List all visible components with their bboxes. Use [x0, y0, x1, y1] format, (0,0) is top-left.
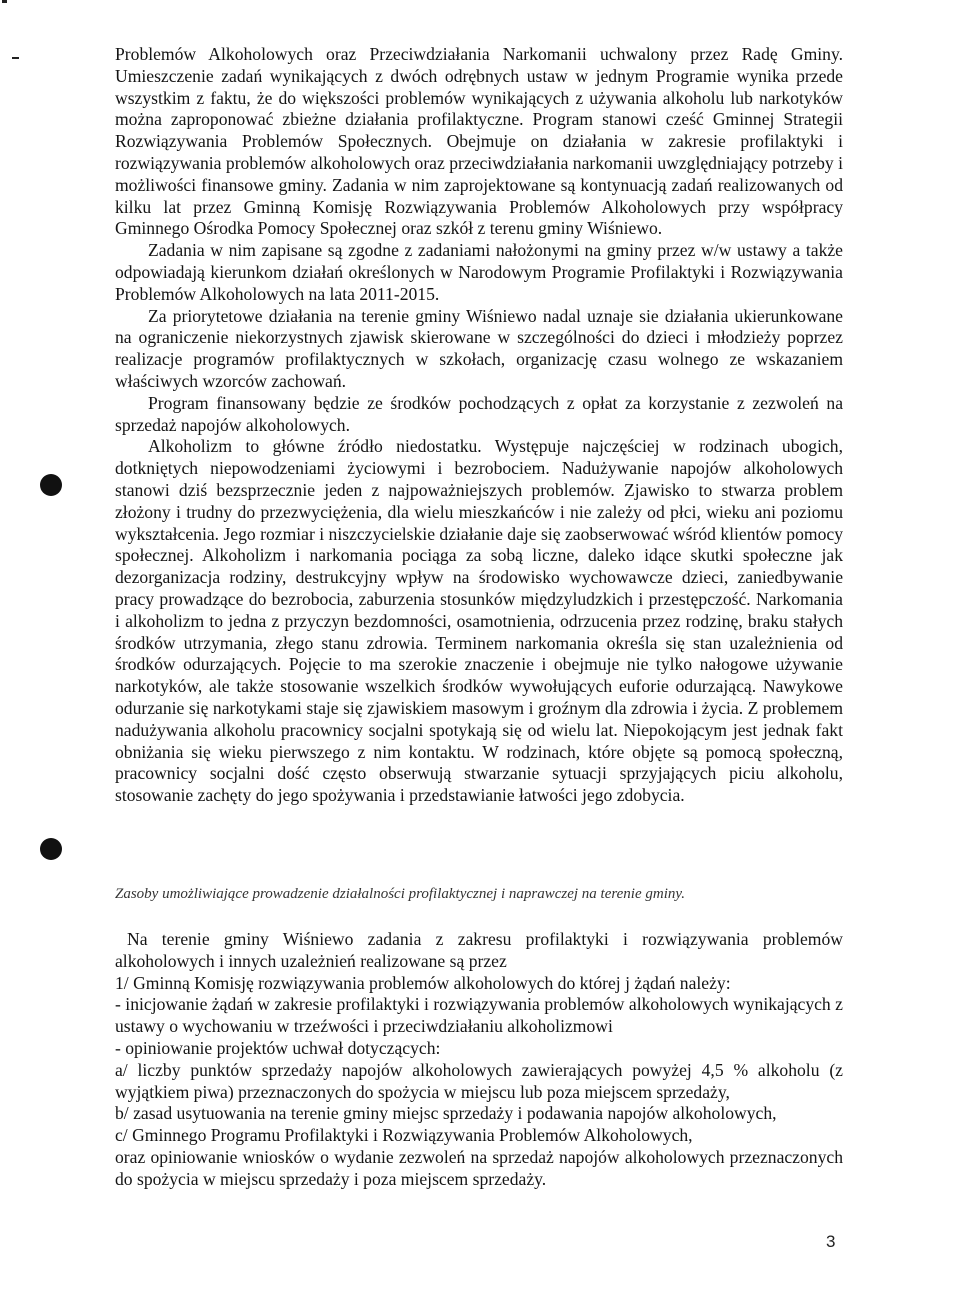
list-item-initiating: - inicjowanie żądań w zakresie profilaktyki i rozwiązywania problemów alkoholowych wynikających z ustawy o wychowaniu w trzeźwości i przeciwdziałaniu alkoholizmowi [115, 994, 843, 1037]
page-number: 3 [826, 1232, 836, 1251]
section-body [115, 929, 843, 1191]
scan-mark [2, 0, 7, 3]
list-item-commission: 1/ Gminną Komisję rozwiązywania problemów alkoholowych do której j żądań należy: [115, 972, 731, 993]
body-text [115, 44, 843, 807]
paragraph-program-intro: Problemów Alkoholowych oraz Przeciwdziałania Narkomanii uchwalony przez Radę Gminy. Umieszczenie zadań wynikających z dwóch odrębnych ustaw w jednym Programie wynika przede wszystkim z faktu, że do większości problemów wynikających z używania alkoholu lub narkotyków można zaproponować zbieżne działania profilaktyczne. Program stanowi cześć Gminnej Strategii Rozwiązywania Problemów Społecznych. Obejmuje on działania w zakresie profilaktyki i rozwiązywania problemów alkoholowych oraz przeciwdziałania narkomanii uwzględniający potrzeby i możliwości finansowe gminy. Zadania w nim zaprojektowane są kontynuacją zadań realizowanych od kilku lat przez Gminną Komisję Rozwiązywania Problemów Alkoholowych przy współpracy Gminnego Ośrodka Pomocy Społecznej oraz szkół z terenu gminy Wiśniewo. [115, 44, 843, 239]
paragraph-financing: Program finansowany będzie ze środków pochodzących z opłat za korzystanie z zezwoleń na sprzedaż napojów alkoholowych. [115, 392, 843, 435]
paragraph-priorities: Za priorytetowe działania na terenie gminy Wiśniewo nadal uznaje sie działania ukierunkowane na ograniczenie niekorzystnych zjawisk skierowane w szczególności do dzieci i młodzieży poprzez realizacje programów profilaktycznych w szkołach, organizację czasu wolnego ze wskazaniem właściwych wzorców zachowań. [115, 305, 843, 391]
paragraph-tasks-compliance: Zadania w nim zapisane są zgodne z zadaniami nałożonymi na gminy przez w/w ustawy a także odpowiadają kierunkom działań określonych w Narodowym Programie Profilaktyki i Rozwiązywania Problemów Alkoholowych na lata 2011-2015. [115, 240, 843, 304]
punch-hole-bottom [40, 838, 62, 860]
list-item-opinions: - opiniowanie projektów uchwał dotyczących: [115, 1037, 441, 1058]
list-item-a: a/ liczby punktów sprzedaży napojów alkoholowych zawierających powyżej 4,5 % alkoholu (z wyjątkiem piwa) przeznaczonych do spożycia w miejscu lub poza miejscem sprzedaży, [115, 1059, 843, 1102]
list-item-c: c/ Gminnego Programu Profilaktyki i Rozwiązywania Problemów Alkoholowych, [115, 1125, 693, 1146]
paragraph-alcoholism: Alkoholizm to główne źródło niedostatku. Występuje najczęściej w rodzinach ubogich, dotkniętych niepowodzeniami życiowymi i bezrobociem. Nadużywanie napojów alkoholowych stanowi dziś bezsprzecznie jeden z najpoważniejszych problemów. Zjawisko to stwarza problem złożony i trudny do przezwyciężenia, dla wielu mieszkańców i nie zależy od płci, wieku ani poziomu wykształcenia. Jego rozmiar i niszczycielskie działanie daje się zaobserwować wśród klientów pomocy społecznej. Alkoholizm i narkomania pociąga za sobą liczne, daleko idące skutki społeczne jak dezorganizacja rodziny, destrukcyjny wpływ na środowisko wychowawcze dzieci, zaniedbywanie pracy prowadzące do bezrobocia, zaburzenia stosunków międzyludzkich i przestępczość. Narkomania i alkoholizm to jedna z przyczyn bezdomności, osamotnienia, odrzucenia przez rodzinę, braku stałych środków utrzymania, złego stanu zdrowia. Terminem narkomania określa się stan uzależnienia od środków odurzających. Pojęcie to ma szerokie znaczenie i obejmuje nie tylko nałogowe używanie narkotyków, ale także stosowanie wszelkich środków wywołujących euforie odurzającą. Nawykowe odurzanie się narkotykami staje się zjawiskiem masowym i groźnym dla zdrowia i życia. Z problemem nadużywania alkoholu pracownicy socjalni spotykają się od wielu lat. Niepokojącym jest jednak fakt obniżania się wieku pierwszego z nim kontaktu. W rodzinach, które objęte są pomocą społeczną, pracownicy socjalni dość często obserwują stwarzanie sytuacji sprzyjających piciu alkoholu, stosowanie zachęty do jego spożywania i przedstawianie łatwości jego zdobycia. [115, 436, 843, 806]
paragraph-resources-intro: Na terenie gminy Wiśniewo zadania z zakresu profilaktyki i rozwiązywania problemów alkoholowych i innych uzależnień realizowane są przez [115, 929, 843, 971]
margin-dash-mark [12, 57, 19, 59]
section-heading: Zasoby umożliwiające prowadzenie działalności profilaktycznej i naprawczej na terenie gminy. [115, 886, 685, 902]
list-item-b: b/ zasad usytuowania na terenie gminy miejsc sprzedaży i podawania napojów alkoholowych, [115, 1103, 777, 1124]
list-item-closing: oraz opiniowanie wniosków o wydanie zezwoleń na sprzedaż napojów alkoholowych przeznaczonych do spożycia w miejscu sprzedaży i poza miejscem sprzedaży. [115, 1146, 843, 1189]
punch-hole-top [40, 474, 62, 496]
